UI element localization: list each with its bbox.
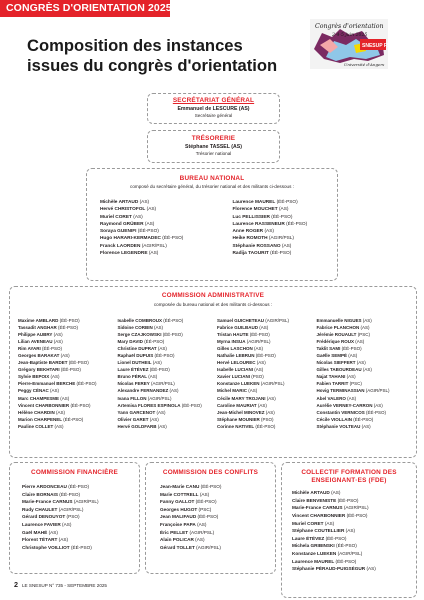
member-entry: Najat TAHANI (AS) — [316, 374, 356, 380]
member-entry: Sylvie BEPOIX (AS) — [18, 374, 60, 380]
logo-line1: Congrès d'orientation — [315, 23, 384, 30]
member-entry: Radija TAOURIT (ÉÉ-PSO) — [232, 251, 292, 257]
member-entry: Fabien TARRIT (PSC) — [316, 381, 362, 387]
member-entry: Hervé CHRISTOFOL (AS) — [100, 207, 157, 213]
member-entry: Florent TÉTART (AS) — [22, 537, 69, 543]
member-entry: Isabelle COMBROUX (ÉÉ-PSO) — [117, 318, 184, 323]
publication-name: LE SNESUP N° 735 - SEPTEMBRE 2025 — [22, 583, 107, 588]
member-entry: Peggy CÉNAC (AS) — [18, 388, 60, 394]
member-entry: Gaëlle SEMPÉ (AS) — [316, 353, 358, 359]
member-entry: Michel MARIC (AS) — [217, 388, 258, 394]
member-entry: Hervé GOLDFARB (AS) — [117, 423, 167, 429]
page-number: 2 — [14, 580, 18, 589]
tresorerie-title: TRÉSORERIE — [191, 135, 236, 142]
secretariat-title: SECRÉTARIAT GÉNÉRAL — [172, 97, 255, 104]
member-entry: Gilles LASCHON (AS) — [217, 346, 264, 352]
member-entry: Alain POLICAR (AS) — [160, 537, 205, 543]
commission-admin-col-4 — [317, 317, 417, 430]
commission-financiere-members — [22, 483, 139, 551]
member-entry: Emmanuelle NIGUES (AS) — [316, 318, 372, 323]
member-entry: Abel VALERO (AS) — [316, 395, 357, 401]
member-entry: Raphaël DUPUIS (ÉÉ-PSO) — [117, 353, 175, 359]
commission-financiere-title: COMMISSION FINANCIÈRE — [31, 469, 118, 476]
commission-conflits-title: COMMISSION DES CONFLITS — [162, 469, 259, 476]
bureau-col-2 — [205, 199, 338, 257]
commission-admin-col-1 — [18, 317, 118, 430]
member-entry: Christine DUPRAT (AS) — [117, 346, 167, 352]
member-entry: Soraya GUENIFI (ÉÉ-PSO) — [100, 229, 159, 235]
member-entry: Muriel CORET (AS) — [292, 520, 335, 526]
commission-admin-col-3 — [217, 317, 317, 430]
member-entry: Stéphanie VOLTEAU (AS) — [316, 423, 371, 429]
member-entry: Raymond GRÜBER (AS) — [100, 221, 155, 227]
member-entry: Olivier GARET (AS) — [117, 416, 159, 422]
tresorerie-box — [147, 130, 280, 163]
member-entry: Laure ÉTÉVEZ (ÉÉ-PSO) — [292, 535, 347, 541]
member-entry: Cécile MARY TROJANI (AS) — [217, 395, 276, 401]
tresorerie-name: Stéphane TASSEL (AS) — [185, 144, 242, 150]
member-entry: Alexandre FERNANDEZ (AS) — [117, 388, 179, 394]
commission-conflits-box — [145, 462, 276, 574]
member-entry: Florence MOUCHET (AS) — [232, 207, 289, 213]
member-entry: Georges HUGOT (PSC) — [160, 506, 212, 512]
member-entry: Caroline MAURIAT (AS) — [217, 402, 267, 408]
member-entry: Laurence FAVIER (AS) — [22, 521, 72, 527]
member-entry: Hélène CHARDIN (AS) — [18, 409, 66, 415]
member-entry: Corinne NATIVEL (ÉÉ-PSO) — [217, 423, 276, 429]
member-entry: Konstanze LUEKEN (AGIR/PSL) — [217, 381, 285, 387]
congress-logo — [310, 19, 394, 69]
member-entry: Jérémie ROUAULT (PSC) — [316, 332, 370, 338]
secretariat-box — [147, 93, 280, 124]
member-entry: Konstanze LUEKEN (AGIR/PSL) — [292, 550, 363, 556]
member-entry: Mary DAVID (ÉÉ-PSO) — [117, 339, 165, 345]
logo-brand: SNESUP FSU — [362, 43, 394, 49]
commission-admin-subtitle: composée du bureau national et des militants ci-dessous : — [153, 302, 273, 307]
member-entry: Fanny GALLOT (ÉÉ-PSO) — [160, 499, 217, 505]
bureau-national-box — [86, 168, 338, 281]
member-entry: Pauline COLLET (AS) — [18, 423, 64, 429]
member-entry: Claire BENVENISTE (ÉÉ-PSO) — [292, 497, 359, 503]
member-entry: Michèle ARTAUD (AS) — [100, 200, 150, 205]
member-entry: Rim AYARI (ÉÉ-PSO) — [18, 346, 63, 352]
member-entry: Éric PELLET (AGIR/PSL) — [160, 529, 215, 535]
collectif-fde-box — [281, 462, 417, 598]
member-entry: Muriel CORET (AS) — [100, 214, 143, 220]
member-entry: Stéphane MOUNIER (PSO) — [217, 416, 274, 422]
member-entry: Ivana FILLON (AGIR/PSL) — [117, 395, 172, 401]
member-entry: Florence LEGENDRE (AS) — [100, 251, 159, 257]
member-entry: Marc CHAMPESME (AS) — [18, 395, 70, 401]
member-entry: Jean-Michel MINOVEZ (AS) — [217, 409, 275, 415]
member-entry: Isabelle LUCIANI (AS) — [217, 367, 264, 373]
member-entry: Philippe AUBRY (AS) — [18, 332, 63, 338]
member-entry: Frédérique ROUX (AS) — [316, 339, 365, 345]
member-entry: Gérard DENOUYOT (PSO) — [22, 514, 80, 520]
member-entry: Jean-Baptiste BARDET (ÉÉ-PSO) — [18, 360, 89, 366]
member-entry: Taklit SAMI (ÉÉ-PSO) — [316, 346, 362, 352]
member-entry: Fabrice GUILBAUD (AS) — [217, 325, 269, 331]
member-entry: Michela GRIBINSKI (ÉÉ-PSO) — [292, 543, 357, 549]
member-entry: Rudy CHAULET (AGIR/PSL) — [22, 506, 84, 512]
member-entry: Françoise PAPA (AS) — [160, 521, 207, 527]
member-entry: Luc PELLISSIER (ÉÉ-PSO) — [232, 214, 293, 220]
page-footer — [14, 580, 107, 589]
commission-conflits-members — [160, 483, 275, 551]
member-entry: Xavier LUCIANI (PSO) — [217, 374, 264, 380]
member-entry: Serge CZAJKOWSKI (ÉÉ-PSO) — [117, 332, 183, 338]
bureau-subtitle: composé du secrétaire général, du trésorier national et des militants ci-dessous : — [130, 184, 294, 189]
member-entry: Pierre ARDONCEAU (ÉÉ-PSO) — [22, 484, 90, 489]
member-entry: Lilian AVENEAU (AS) — [18, 339, 63, 345]
member-entry: Gilles TABOURDEAU (AS) — [316, 367, 372, 373]
commission-administrative-box — [9, 286, 417, 458]
commission-financiere-box — [9, 462, 140, 574]
member-entry: Cécile VIOLLAIN (ÉÉ-PSO) — [316, 416, 374, 422]
collectif-members — [292, 489, 416, 573]
commission-admin-title: COMMISSION ADMINISTRATIVE — [161, 292, 265, 299]
member-entry: Nicolas SIEFFERT (AS) — [316, 360, 366, 366]
member-entry: Stéphanie PÉRAUD-PUIGSÉGUR (AS) — [292, 566, 376, 572]
member-entry: Samuel GUICHETEAU (AGIR/PSL) — [217, 318, 290, 323]
member-entry: Grégory BEKHTARI (ÉÉ-PSO) — [18, 367, 81, 373]
member-entry: Marie-France CARNUS (AGIR/PSL) — [292, 505, 369, 511]
member-entry: Michèle ARTAUD (AS) — [292, 490, 341, 496]
member-entry: Fabrice PLANCHON (AS) — [316, 325, 370, 331]
commission-admin-col-2 — [118, 317, 218, 430]
member-entry: Anne ROGER (AS) — [232, 229, 274, 235]
member-entry: Sidoine CORBIN (AS) — [117, 325, 164, 331]
member-entry: Gaël MAHÉ (AS) — [22, 529, 58, 535]
member-entry: Hugo HARARI-KERMADEC (ÉÉ-PSO) — [100, 236, 184, 242]
member-entry: Constantin VERNICOS (ÉÉ-PSO) — [316, 409, 387, 415]
member-entry: Franck LAORDEN (AGIR/PSL) — [100, 243, 167, 249]
member-entry: Georges BARAKAT (AS) — [18, 353, 70, 359]
banner-label: CONGRÈS D'ORIENTATION 2025 — [6, 2, 172, 14]
member-entry: Aurélie VERNEY-CARRON (AS) — [316, 402, 383, 408]
member-entry: Heike ROMOTH (AGIR/PSL) — [232, 236, 295, 242]
member-entry: Marion CHARPENEL (ÉÉ-PSO) — [18, 416, 84, 422]
logo-line3: Université d'Angers — [344, 62, 385, 67]
member-entry: Tassadit ANGHAR (ÉÉ-PSO) — [18, 325, 79, 331]
collectif-title: COLLECTIF FORMATION DES ENSEIGNANT·ES (FDE) — [301, 469, 397, 484]
secretariat-name: Emmanuel de LESCURE (AS) — [177, 106, 250, 112]
member-entry: Marie-France CARNUS (AGIR/PSL) — [22, 499, 99, 505]
member-entry: Christophe VOILLIOT (ÉÉ-PSO) — [22, 544, 92, 550]
member-entry: Claire BORNAIS (ÉÉ-PSO) — [22, 491, 81, 497]
member-entry: Hovig TERMINASSIAN (AGIR/PSL) — [316, 388, 390, 394]
member-entry: Stéphane COUTELLIER (AS) — [292, 528, 356, 534]
bureau-title: BUREAU NATIONAL — [179, 175, 245, 182]
page-title: Composition des instances issues du congrès d'orientation — [27, 36, 278, 75]
member-entry: Marie COTTRELL (AS) — [160, 491, 210, 497]
member-entry: Laurence MAUREL (ÉÉ-PSO) — [232, 200, 298, 205]
member-entry: Gérard TOLLET (AGIR/PSL) — [160, 544, 221, 550]
member-entry: Nathalie LEBRUN (ÉÉ-PSO) — [217, 353, 276, 359]
member-entry: Bruno FÉRAL (AS) — [117, 374, 158, 380]
member-entry: Tristan HAUTE (ÉÉ-PSO) — [217, 332, 270, 338]
member-entry: Artemisa FLORES ESPINOLA (ÉÉ-PSO) — [117, 402, 202, 408]
member-entry: Myrna INSUA (AGIR/PSL) — [217, 339, 271, 345]
member-entry: Jean-Marie CANU (ÉÉ-PSO) — [160, 484, 222, 489]
member-entry: Lionel DUTHEIL (AS) — [117, 360, 162, 366]
secretariat-role: Secrétaire général — [194, 113, 233, 118]
logo-line2: 2-4-5 juin 2025 — [332, 33, 368, 38]
member-entry: Laurence MAUREL (ÉÉ-PSO) — [292, 558, 357, 564]
member-entry: Jean MALIFAUD (ÉÉ-PSO) — [160, 514, 219, 520]
bureau-col-1 — [100, 199, 205, 257]
member-entry: Vincent CHARBONNIER (ÉÉ-PSO) — [18, 402, 91, 408]
member-entry: Nicolas FEREY (AGIR/PSL) — [117, 381, 175, 387]
member-entry: Stéphanie ROSSANO (AS) — [232, 243, 292, 249]
member-entry: Laure ÉTÉVEZ (ÉÉ-PSO) — [117, 367, 170, 373]
member-entry: Laurence RASSENEUR (ÉÉ-PSO) — [232, 221, 308, 227]
member-entry: Hervé LELOUREC (AS) — [217, 360, 266, 366]
member-entry: Yann GARCENOT (AS) — [117, 409, 166, 415]
member-entry: Maxime AMBLARD (ÉÉ-PSO) — [18, 318, 80, 323]
bureau-members — [100, 199, 337, 257]
member-entry: Pierre-Emmanuel BERCHE (ÉÉ-PSO) — [18, 381, 97, 387]
commission-admin-members — [18, 317, 416, 430]
tresorerie-role: Trésorier national — [195, 151, 232, 156]
section-banner — [0, 0, 170, 17]
member-entry: Vincent CHARBONNIER (ÉÉ-PSO) — [292, 512, 368, 518]
